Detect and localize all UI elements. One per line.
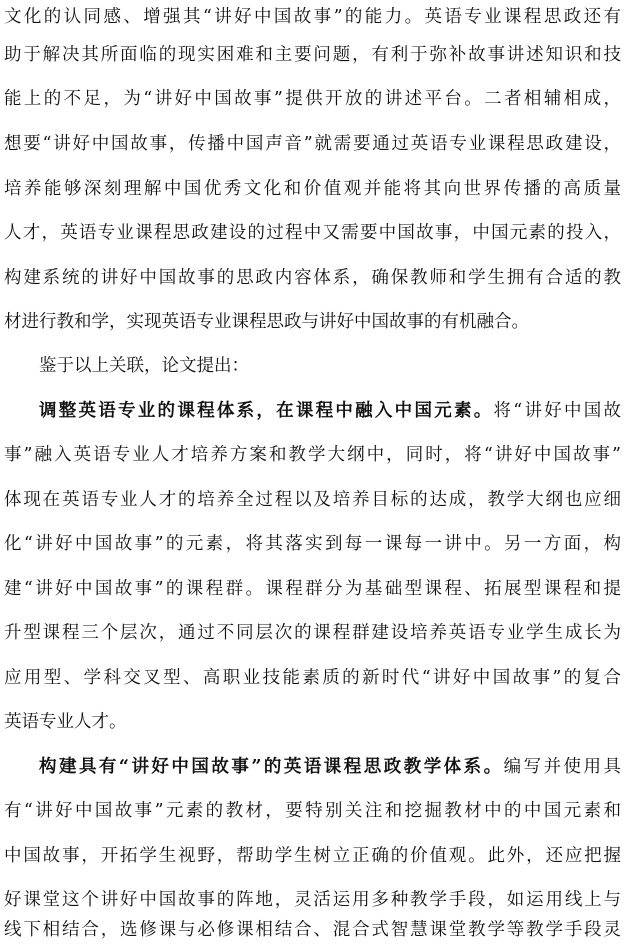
paragraph-3-line: 体现在英语专业人才的培养全过程以及培养目标的达成，教学大纲也应细 xyxy=(4,490,621,510)
paragraph-3-line: 应用型、学科交叉型、高职业技能素质的新时代“讲好中国故事”的复合 xyxy=(4,668,621,688)
paragraph-1-line: 培养能够深刻理解中国优秀文化和价值观并能将其向世界传播的高质量 xyxy=(4,179,621,199)
paragraph-4-first-line-rest: 编写并使用具 xyxy=(503,757,621,777)
paragraph-4-line: 有“讲好中国故事”元素的教材，要特别关注和挖掘教材中的中国元素和 xyxy=(4,801,621,821)
paragraph-1-line: 人才，英语专业课程思政建设的过程中又需要中国故事，中国元素的投入， xyxy=(4,223,621,243)
paragraph-3-line: 事”融入英语专业人才培养方案和教学大纲中，同时，将“讲好中国故事” xyxy=(4,445,621,465)
paragraph-4-line: 线下相结合，选修课与必修课相结合、混合式智慧课堂教学等教学手段灵 xyxy=(4,920,621,940)
paragraph-3-first-line-rest: 将“讲好中国故 xyxy=(493,401,621,421)
paragraph-1-line: 材进行教和学，实现英语专业课程思政与讲好中国故事的有机融合。 xyxy=(4,312,529,332)
paragraph-4-first-line xyxy=(39,750,621,784)
paragraph-1-line: 助于解决其所面临的现实困难和主要问题，有利于弥补故事讲述知识和技 xyxy=(4,45,621,65)
paragraph-1-line: 想要“讲好中国故事，传播中国声音”就需要通过英语专业课程思政建设， xyxy=(4,134,621,154)
paragraph-4-line: 中国故事，开拓学生视野，帮助学生树立正确的价值观。此外，还应把握 xyxy=(4,846,621,866)
paragraph-1-line: 文化的认同感、增强其“讲好中国故事”的能力。英语专业课程思政还有 xyxy=(4,7,621,27)
paragraph-3-line: 升型课程三个层次，通过不同层次的课程群建设培养英语专业学生成长为 xyxy=(4,623,621,643)
paragraph-1-line: 构建系统的讲好中国故事的思政内容体系，确保教师和学生拥有合适的教 xyxy=(4,268,621,288)
paragraph-3-line: 英语专业人才。 xyxy=(4,712,127,732)
paragraph-2-text: 鉴于以上关联，论文提出： xyxy=(39,356,249,376)
paragraph-3-first-line xyxy=(39,394,621,428)
paragraph-1-line: 能上的不足，为“讲好中国故事”提供开放的讲述平台。二者相辅相成， xyxy=(4,89,621,109)
paragraph-3-heading: 调整英语专业的课程体系，在课程中融入中国元素。 xyxy=(39,401,494,421)
paragraph-4-line: 好课堂这个讲好中国故事的阵地，灵活运用多种教学手段，如运用线上与 xyxy=(4,890,621,910)
paragraph-3-line: 建“讲好中国故事”的课程群。课程群分为基础型课程、拓展型课程和提 xyxy=(4,579,621,599)
paragraph-4-heading: 构建具有“讲好中国故事”的英语课程思政教学体系。 xyxy=(39,757,504,777)
paragraph-3-line: 化“讲好中国故事”的元素，将其落实到每一课每一讲中。另一方面，构 xyxy=(4,534,621,554)
